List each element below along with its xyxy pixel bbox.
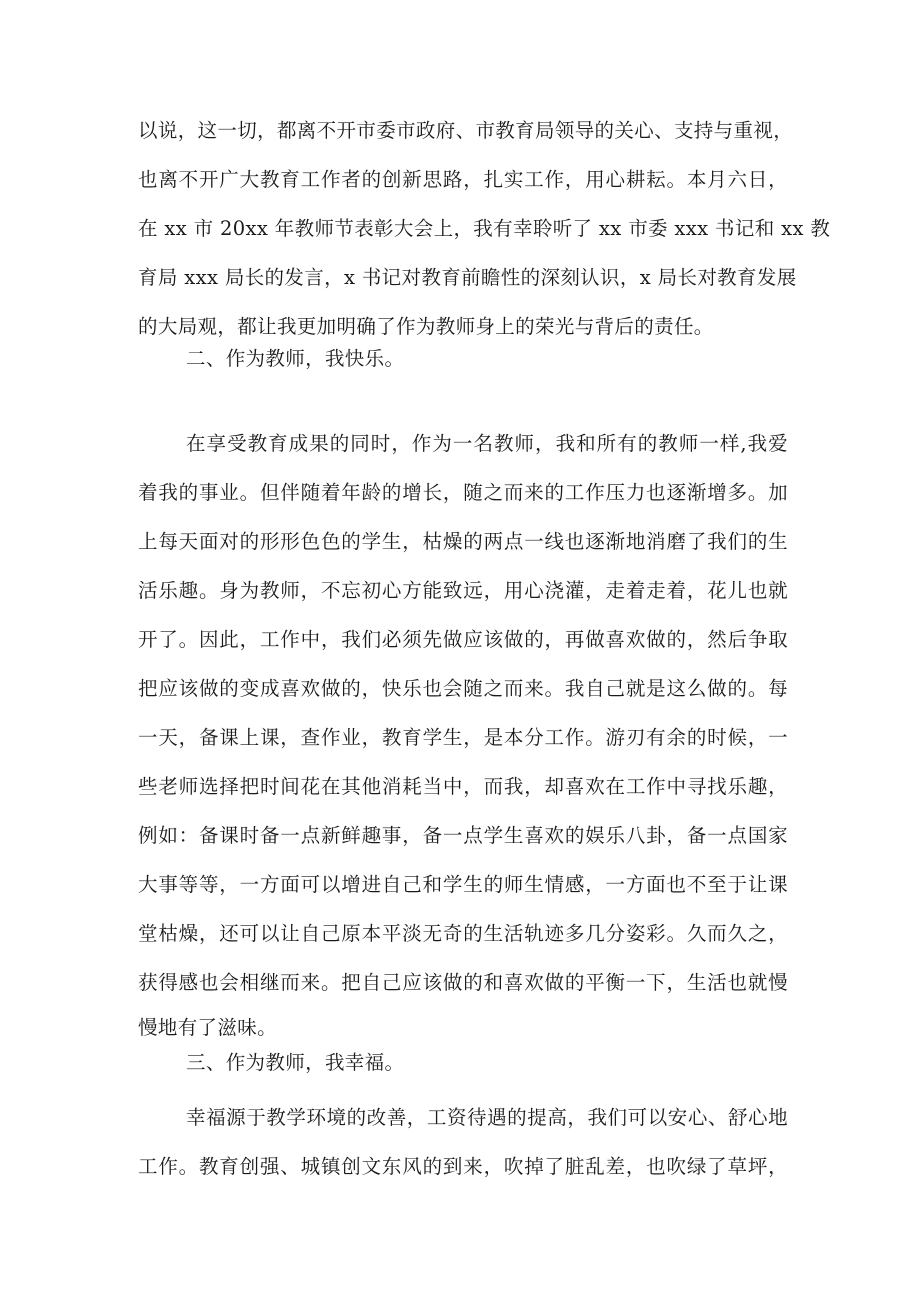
section-heading: 三、作为教师，我幸福。 — [186, 1051, 405, 1074]
paragraph-line: 工作。教育创强、城镇创文东风的到来，吹掉了脏乱差，也吹绿了草坪， — [138, 1155, 788, 1178]
paragraph-line: 慢地有了滋味。 — [138, 1016, 277, 1039]
paragraph-line: 在享受教育成果的同时，作为一名教师，我和所有的教师一样,我爱 — [186, 432, 788, 455]
paragraph-line: 大事等等，一方面可以增进自己和学生的师生情感，一方面也不至于让课 — [138, 873, 788, 896]
paragraph-line: 的大局观，都让我更加明确了作为教师身上的荣光与背后的责任。 — [138, 315, 714, 338]
paragraph-line: 把应该做的变成喜欢做的，快乐也会随之而来。我自己就是这么做的。每 — [138, 677, 788, 700]
paragraph-line: 在 xx 市 20xx 年教师节表彰大会上，我有幸聆听了 xx 市委 xxx 书记和 xx 教 — [138, 217, 831, 240]
section-heading: 二、作为教师，我快乐。 — [186, 347, 405, 370]
paragraph-line: 例如：备课时备一点新鲜趣事，备一点学生喜欢的娱乐八卦，备一点国家 — [138, 824, 788, 847]
paragraph-line: 开了。因此，工作中，我们必须先做应该做的，再做喜欢做的，然后争取 — [138, 628, 788, 651]
paragraph-line: 上每天面对的形形色色的学生，枯燥的两点一线也逐渐地消磨了我们的生 — [138, 530, 788, 553]
paragraph-line: 些老师选择把时间花在其他消耗当中，而我，却喜欢在工作中寻找乐趣， — [138, 775, 788, 798]
paragraph-line: 育局 xxx 局长的发言，x 书记对教育前瞻性的深刻认识，x 局长对教育发展 — [138, 266, 797, 289]
paragraph-line: 也离不开广大教育工作者的创新思路，扎实工作，用心耕耘。本月六日， — [138, 168, 788, 191]
paragraph-line: 堂枯燥，还可以让自己原本平淡无奇的生活轨迹多几分姿彩。久而久之， — [138, 922, 788, 945]
paragraph-line: 以说，这一切，都离不开市委市政府、市教育局领导的关心、支持与重视， — [138, 119, 794, 142]
paragraph-line: 活乐趣。身为教师，不忘初心方能致远，用心浇灌，走着走着，花儿也就 — [138, 579, 788, 602]
paragraph-line: 获得感也会相继而来。把自己应该做的和喜欢做的平衡一下，生活也就慢 — [138, 971, 788, 994]
paragraph-line: 一天，备课上课，查作业，教育学生，是本分工作。游刃有余的时候，一 — [138, 726, 788, 749]
paragraph-line: 幸福源于教学环境的改善，工资待遇的提高，我们可以安心、舒心地 — [186, 1106, 788, 1129]
paragraph-line: 着我的事业。但伴随着年龄的增长，随之而来的工作压力也逐渐增多。加 — [138, 481, 788, 504]
